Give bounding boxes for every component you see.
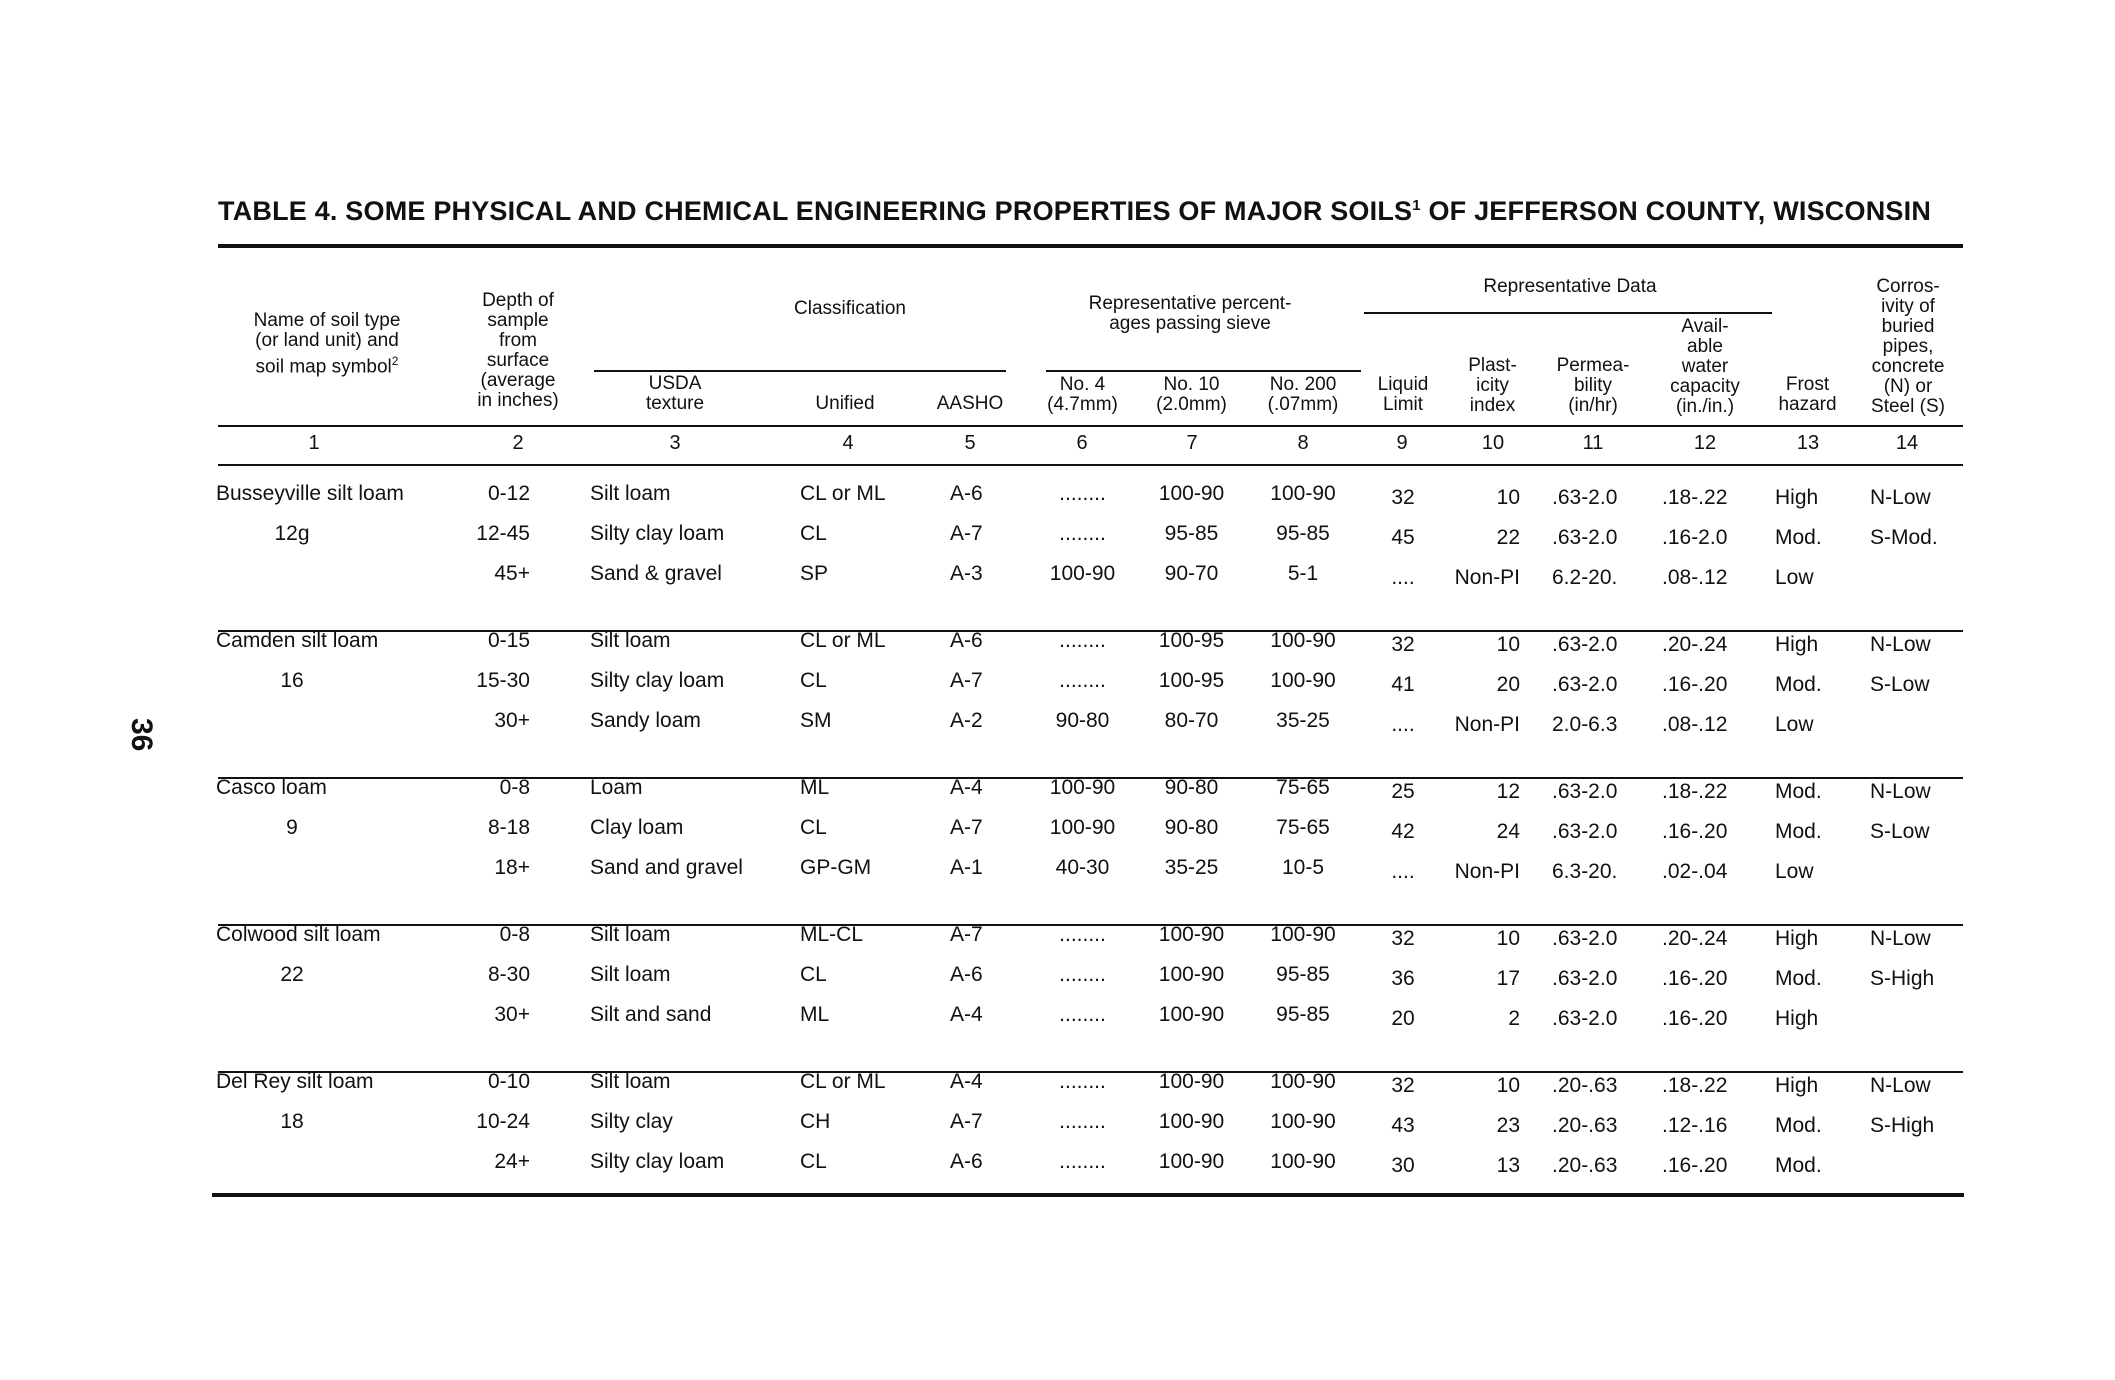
title-rule [218, 244, 1963, 248]
cell-frost: Mod. [1775, 967, 1822, 990]
cell-frost: Mod. [1775, 526, 1822, 549]
cell-depth: 0-15 [487, 629, 530, 652]
header-aashto: AASHO [936, 393, 1004, 414]
cell-unified: CL [800, 669, 827, 692]
cell-perm: .63-2.0 [1552, 1007, 1618, 1030]
cell-corr: S-Mod. [1870, 526, 1938, 549]
cell-frost: Mod. [1775, 820, 1822, 843]
cell-no200: 75-65 [1276, 816, 1330, 839]
cell-usda: Sand and gravel [590, 856, 743, 879]
rep-data-rule [1364, 312, 1772, 314]
cell-no200: 95-85 [1276, 522, 1330, 545]
cell-frost: Low [1775, 860, 1814, 883]
cell-perm: .63-2.0 [1552, 967, 1618, 990]
cell-unified: CL [800, 1150, 827, 1173]
cell-frost: High [1775, 1007, 1819, 1030]
cell-ll: 41 [1391, 673, 1415, 696]
cell-unified: ML-CL [800, 923, 864, 946]
cell-pi: Non-PI [1454, 860, 1520, 883]
cell-perm: .63-2.0 [1552, 526, 1618, 549]
cell-depth: 8-30 [487, 963, 530, 986]
cell-aashto: A-1 [950, 856, 983, 879]
cell-unified: CL or ML [800, 629, 886, 652]
cell-depth: 12-45 [476, 522, 530, 545]
soil-name: Busseyville silt loam [216, 482, 404, 505]
cell-perm: .63-2.0 [1552, 927, 1618, 950]
column-number: 10 [1481, 432, 1505, 454]
cell-no4: ........ [1059, 669, 1106, 692]
cell-depth: 10-24 [476, 1110, 530, 1133]
cell-no10: 100-90 [1158, 482, 1225, 505]
cell-perm: .20-.63 [1552, 1154, 1618, 1177]
cell-awc: .20-.24 [1662, 927, 1728, 950]
cell-no200: 100-90 [1270, 1150, 1336, 1173]
cell-aashto: A-7 [950, 1110, 983, 1133]
cell-no200: 100-90 [1270, 669, 1336, 692]
cell-corr: N-Low [1870, 780, 1931, 803]
cell-no4: 100-90 [1049, 562, 1116, 585]
cell-frost: High [1775, 927, 1819, 950]
cell-no200: 100-90 [1270, 923, 1336, 946]
map-symbol: 9 [286, 816, 298, 839]
cell-unified: SM [800, 709, 832, 732]
cell-usda: Silty clay loam [590, 1150, 725, 1173]
cell-pi: 2 [1508, 1007, 1520, 1030]
header-sieve: Representative percent- ages passing sieve [1088, 293, 1292, 334]
cell-awc: .16-.20 [1662, 1007, 1728, 1030]
cell-depth: 45+ [494, 562, 530, 585]
cell-depth: 8-18 [487, 816, 530, 839]
soil-name: Del Rey silt loam [216, 1070, 374, 1093]
cell-corr: S-Low [1870, 820, 1930, 843]
cell-corr: N-Low [1870, 1074, 1931, 1097]
cell-no200: 100-90 [1270, 482, 1336, 505]
header-depth: Depth of sample from surface (average in inches) [477, 290, 559, 411]
cell-aashto: A-6 [950, 1150, 983, 1173]
cell-usda: Silt and sand [590, 1003, 712, 1026]
cell-no200: 100-90 [1270, 629, 1336, 652]
cell-no4: 90-80 [1055, 709, 1110, 732]
cell-aashto: A-6 [950, 482, 983, 505]
cell-no10: 90-80 [1164, 776, 1219, 799]
header-corros: Corros- ivity of buried pipes, concrete (N) or Steel (S) [1871, 276, 1945, 417]
cell-unified: CL or ML [800, 482, 886, 505]
cell-no200: 95-85 [1276, 1003, 1330, 1026]
cell-ll: 30 [1391, 1154, 1415, 1177]
cell-usda: Silty clay [590, 1110, 673, 1133]
table-bottom-rule [212, 1193, 1964, 1197]
classification-rule [594, 370, 1006, 372]
cell-no200: 100-90 [1270, 1110, 1336, 1133]
cell-awc: .16-.20 [1662, 967, 1728, 990]
column-number: 3 [669, 432, 681, 454]
column-number: 9 [1396, 432, 1408, 454]
cell-perm: .63-2.0 [1552, 673, 1618, 696]
cell-awc: .08-.12 [1662, 566, 1728, 589]
cell-no4: ........ [1059, 482, 1106, 505]
header-no200: No. 200 (.07mm) [1267, 374, 1339, 415]
soil-name: Casco loam [216, 776, 327, 799]
cell-aashto: A-7 [950, 669, 983, 692]
cell-aashto: A-7 [950, 522, 983, 545]
cell-no200: 100-90 [1270, 1070, 1336, 1093]
column-number: 11 [1582, 432, 1604, 454]
cell-no10: 90-80 [1164, 816, 1219, 839]
cell-unified: ML [800, 776, 830, 799]
cell-corr: N-Low [1870, 927, 1931, 950]
cell-awc: .16-.20 [1662, 1154, 1728, 1177]
cell-pi: 22 [1496, 526, 1520, 549]
cell-ll: .... [1391, 566, 1415, 589]
cell-depth: 15-30 [476, 669, 530, 692]
cell-perm: 2.0-6.3 [1552, 713, 1618, 736]
column-number: 7 [1186, 432, 1198, 454]
cell-no4: ........ [1059, 522, 1106, 545]
cell-corr: S-Low [1870, 673, 1930, 696]
column-number: 6 [1076, 432, 1088, 454]
cell-ll: .... [1391, 713, 1415, 736]
cell-perm: 6.3-20. [1552, 860, 1618, 883]
soil-name: Colwood silt loam [216, 923, 381, 946]
cell-no4: ........ [1059, 923, 1106, 946]
cell-no10: 80-70 [1164, 709, 1219, 732]
cell-pi: 23 [1496, 1114, 1520, 1137]
cell-no10: 100-90 [1158, 1110, 1225, 1133]
cell-usda: Silt loam [590, 1070, 671, 1093]
cell-unified: GP-GM [800, 856, 872, 879]
header-unified: Unified [815, 393, 875, 414]
cell-perm: .63-2.0 [1552, 486, 1618, 509]
cell-aashto: A-4 [950, 1070, 983, 1093]
cell-awc: .20-.24 [1662, 633, 1728, 656]
cell-ll: 32 [1391, 633, 1415, 656]
cell-aashto: A-6 [950, 963, 983, 986]
cell-perm: .20-.63 [1552, 1074, 1618, 1097]
column-number: 8 [1297, 432, 1309, 454]
cell-pi: 10 [1496, 633, 1520, 656]
map-symbol: 22 [280, 963, 304, 986]
cell-usda: Silt loam [590, 923, 671, 946]
column-number: 5 [964, 432, 976, 454]
page-number: 36 [125, 718, 158, 752]
cell-pi: 24 [1496, 820, 1520, 843]
cell-no10: 100-95 [1158, 629, 1225, 652]
cell-no4: 100-90 [1049, 816, 1116, 839]
table-title: TABLE 4. SOME PHYSICAL AND CHEMICAL ENGINEERING PROPERTIES OF MAJOR SOILS$^1$ OF JEFFERSON COUNTY, WISCONSIN [218, 196, 1932, 226]
cell-ll: .... [1391, 860, 1415, 883]
cell-frost: High [1775, 633, 1819, 656]
cell-pi: 10 [1496, 927, 1520, 950]
cell-pi: Non-PI [1454, 566, 1520, 589]
cell-aashto: A-6 [950, 629, 983, 652]
cell-frost: High [1775, 486, 1819, 509]
cell-no4: ........ [1059, 1070, 1106, 1093]
cell-unified: CH [800, 1110, 831, 1133]
cell-perm: .63-2.0 [1552, 780, 1618, 803]
header-classification: Classification [794, 298, 906, 319]
cell-no4: ........ [1059, 963, 1106, 986]
cell-no4: ........ [1059, 1150, 1106, 1173]
cell-awc: .16-.20 [1662, 673, 1728, 696]
cell-no10: 100-90 [1158, 1070, 1225, 1093]
cell-depth: 0-12 [487, 482, 530, 505]
cell-corr: N-Low [1870, 633, 1931, 656]
cell-unified: CL [800, 522, 827, 545]
cell-unified: CL [800, 963, 827, 986]
cell-no200: 35-25 [1276, 709, 1330, 732]
cell-unified: CL [800, 816, 827, 839]
cell-frost: Mod. [1775, 780, 1822, 803]
cell-ll: 25 [1391, 780, 1415, 803]
cell-no4: 100-90 [1049, 776, 1116, 799]
cell-aashto: A-3 [950, 562, 983, 585]
cell-no10: 35-25 [1164, 856, 1219, 879]
cell-pi: Non-PI [1454, 713, 1520, 736]
cell-depth: 30+ [494, 709, 530, 732]
cell-depth: 30+ [494, 1003, 530, 1026]
header-name: Name of soil type (or land unit) and soil map symbol$^2$ [253, 310, 401, 378]
cell-ll: 45 [1391, 526, 1415, 549]
cell-pi: 10 [1496, 1074, 1520, 1097]
cell-frost: Mod. [1775, 1114, 1822, 1137]
cell-awc: .18-.22 [1662, 780, 1728, 803]
cell-aashto: A-2 [950, 709, 983, 732]
cell-perm: .63-2.0 [1552, 820, 1618, 843]
cell-pi: 17 [1496, 967, 1520, 990]
cell-aashto: A-7 [950, 923, 983, 946]
cell-pi: 13 [1496, 1154, 1520, 1177]
header-awc: Avail- able water capacity (in./in.) [1670, 316, 1740, 417]
cell-ll: 20 [1391, 1007, 1415, 1030]
cell-usda: Silty clay loam [590, 669, 725, 692]
cell-usda: Loam [590, 776, 643, 799]
cell-no4: ........ [1059, 629, 1106, 652]
cell-frost: Mod. [1775, 673, 1822, 696]
cell-no4: 40-30 [1055, 856, 1110, 879]
cell-usda: Sandy loam [590, 709, 701, 732]
cell-no10: 95-85 [1164, 522, 1219, 545]
cell-perm: .63-2.0 [1552, 633, 1618, 656]
cell-usda: Sand & gravel [590, 562, 722, 585]
cell-no10: 100-90 [1158, 1003, 1225, 1026]
cell-corr: N-Low [1870, 486, 1931, 509]
cell-no200: 10-5 [1281, 856, 1325, 879]
header-no4: No. 4 (4.7mm) [1047, 374, 1118, 415]
cell-ll: 32 [1391, 927, 1415, 950]
cell-pi: 20 [1496, 673, 1520, 696]
cell-frost: Low [1775, 566, 1814, 589]
header-frost: Frost hazard [1778, 374, 1837, 415]
cell-ll: 43 [1391, 1114, 1415, 1137]
cell-awc: .18-.22 [1662, 1074, 1728, 1097]
cell-aashto: A-4 [950, 776, 983, 799]
cell-ll: 42 [1391, 820, 1415, 843]
cell-usda: Clay loam [590, 816, 684, 839]
cell-no4: ........ [1059, 1003, 1106, 1026]
column-number: 13 [1796, 432, 1820, 454]
cell-usda: Silty clay loam [590, 522, 725, 545]
cell-aashto: A-4 [950, 1003, 983, 1026]
column-number: 1 [308, 432, 320, 454]
cell-depth: 0-8 [499, 776, 530, 799]
cell-no10: 90-70 [1164, 562, 1219, 585]
cell-depth: 18+ [494, 856, 530, 879]
header-perm: Permea- bility (in/hr) [1556, 355, 1630, 416]
cell-depth: 24+ [494, 1150, 530, 1173]
cell-perm: 6.2-20. [1552, 566, 1618, 589]
cell-frost: High [1775, 1074, 1819, 1097]
cell-pi: 10 [1496, 486, 1520, 509]
cell-no200: 5-1 [1287, 562, 1319, 585]
header-plast: Plast- icity index [1468, 355, 1517, 416]
cell-no200: 75-65 [1276, 776, 1330, 799]
header-no10: No. 10 (2.0mm) [1156, 374, 1227, 415]
header-bottom-rule [218, 425, 1963, 427]
header-liquid: Liquid Limit [1377, 374, 1429, 415]
cell-frost: Mod. [1775, 1154, 1822, 1177]
cell-usda: Silt loam [590, 963, 671, 986]
cell-depth: 0-8 [499, 923, 530, 946]
cell-no10: 100-90 [1158, 923, 1225, 946]
column-number: 2 [512, 432, 524, 454]
cell-no10: 100-95 [1158, 669, 1225, 692]
cell-ll: 36 [1391, 967, 1415, 990]
cell-corr: S-High [1870, 1114, 1935, 1137]
cell-perm: .20-.63 [1552, 1114, 1618, 1137]
cell-awc: .18-.22 [1662, 486, 1728, 509]
cell-awc: .02-.04 [1662, 860, 1728, 883]
column-number: 12 [1693, 432, 1717, 454]
cell-no10: 100-90 [1158, 963, 1225, 986]
header-usda: USDA texture [645, 373, 705, 414]
cell-unified: ML [800, 1003, 830, 1026]
cell-usda: Silt loam [590, 482, 671, 505]
cell-usda: Silt loam [590, 629, 671, 652]
cell-ll: 32 [1391, 486, 1415, 509]
cell-aashto: A-7 [950, 816, 983, 839]
cell-unified: CL or ML [800, 1070, 886, 1093]
cell-no10: 100-90 [1158, 1150, 1225, 1173]
sieve-rule [1046, 370, 1361, 372]
column-number-rule [218, 464, 1963, 466]
cell-frost: Low [1775, 713, 1814, 736]
cell-awc: .12-.16 [1662, 1114, 1728, 1137]
header-rep-data: Representative Data [1483, 276, 1657, 297]
cell-awc: .16-.20 [1662, 820, 1728, 843]
cell-unified: SP [800, 562, 829, 585]
map-symbol: 12g [274, 522, 310, 545]
column-number: 4 [842, 432, 854, 454]
cell-awc: .08-.12 [1662, 713, 1728, 736]
column-number: 14 [1895, 432, 1919, 454]
soil-name: Camden silt loam [216, 629, 379, 652]
cell-pi: 12 [1496, 780, 1520, 803]
cell-ll: 32 [1391, 1074, 1415, 1097]
cell-depth: 0-10 [487, 1070, 530, 1093]
map-symbol: 16 [280, 669, 304, 692]
cell-no200: 95-85 [1276, 963, 1330, 986]
cell-awc: .16-2.0 [1662, 526, 1728, 549]
cell-corr: S-High [1870, 967, 1935, 990]
map-symbol: 18 [280, 1110, 304, 1133]
cell-no4: ........ [1059, 1110, 1106, 1133]
